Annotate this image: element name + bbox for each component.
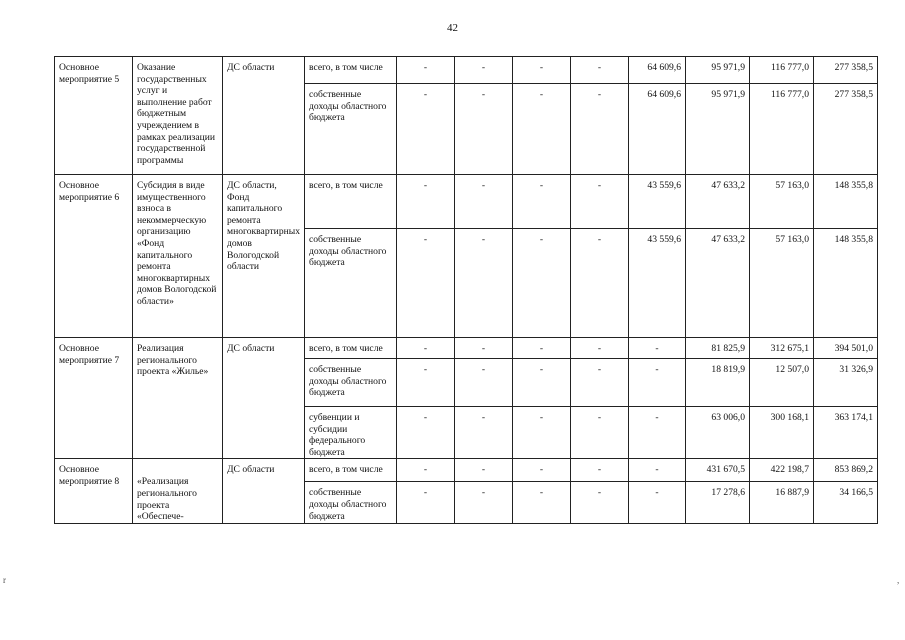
event-description: Оказание государственных услуг и выполнение работ бюджетным учреждением в рамках реализации государственной программы [133, 57, 223, 175]
value-cell: 57 163,0 [750, 229, 814, 338]
row-label: всего, в том числе [305, 57, 397, 84]
value-cell: 394 501,0 [814, 338, 878, 359]
value-cell: - [397, 84, 455, 175]
value-cell: - [629, 338, 686, 359]
value-cell: 95 971,9 [686, 57, 750, 84]
value-cell: - [397, 407, 455, 459]
value-cell: 431 670,5 [686, 459, 750, 482]
row-label: всего, в том числе [305, 459, 397, 482]
value-cell: 47 633,2 [686, 175, 750, 229]
value-cell: 300 168,1 [750, 407, 814, 459]
table-row [55, 175, 878, 229]
row-label: всего, в том числе [305, 175, 397, 229]
value-cell: 363 174,1 [814, 407, 878, 459]
page-number: 42 [447, 22, 458, 34]
value-cell: 17 278,6 [686, 482, 750, 524]
value-cell: - [571, 482, 629, 524]
value-cell: - [571, 459, 629, 482]
table-row [55, 338, 878, 359]
value-cell: 116 777,0 [750, 84, 814, 175]
value-cell: 277 358,5 [814, 57, 878, 84]
event-executor: ДС области [223, 459, 305, 524]
event-description-text: «Реализация регионального проекта «Обеспече- [137, 476, 197, 523]
value-cell: - [455, 459, 513, 482]
value-cell: 148 355,8 [814, 229, 878, 338]
value-cell: 16 887,9 [750, 482, 814, 524]
value-cell: - [397, 459, 455, 482]
value-cell: 18 819,9 [686, 359, 750, 407]
value-cell: - [397, 57, 455, 84]
value-cell: 422 198,7 [750, 459, 814, 482]
event-executor: ДС области [223, 338, 305, 459]
event-name: Основное мероприятие 7 [55, 338, 133, 459]
value-cell: - [513, 57, 571, 84]
row-label: собственные доходы областного бюджета [305, 359, 397, 407]
value-cell: - [513, 407, 571, 459]
value-cell: 312 675,1 [750, 338, 814, 359]
value-cell: 116 777,0 [750, 57, 814, 84]
value-cell: 47 633,2 [686, 229, 750, 338]
value-cell: - [513, 175, 571, 229]
value-cell: 81 825,9 [686, 338, 750, 359]
row-label: собственные доходы областного бюджета [305, 482, 397, 524]
value-cell: - [455, 175, 513, 229]
table-row [55, 459, 878, 482]
value-cell: - [397, 175, 455, 229]
value-cell: - [629, 359, 686, 407]
value-cell: 95 971,9 [686, 84, 750, 175]
budget-table [54, 56, 878, 524]
value-cell: 43 559,6 [629, 175, 686, 229]
right-margin-mark: , [897, 575, 900, 585]
value-cell: - [571, 338, 629, 359]
value-cell: - [455, 84, 513, 175]
value-cell: - [571, 84, 629, 175]
row-label: всего, в том числе [305, 338, 397, 359]
row-label: собственные доходы областного бюджета [305, 229, 397, 338]
event-name: Основное мероприятие 8 [55, 459, 133, 524]
value-cell: - [571, 359, 629, 407]
value-cell: - [455, 407, 513, 459]
value-cell: 57 163,0 [750, 175, 814, 229]
value-cell: 31 326,9 [814, 359, 878, 407]
value-cell: - [513, 338, 571, 359]
value-cell: 64 609,6 [629, 84, 686, 175]
event-executor: ДС области, Фонд капитального ремонта многоквартирных домов Вологодской области [223, 175, 305, 338]
left-margin-mark: r [3, 575, 6, 585]
value-cell: - [397, 338, 455, 359]
value-cell: 34 166,5 [814, 482, 878, 524]
value-cell: 64 609,6 [629, 57, 686, 84]
value-cell: 277 358,5 [814, 84, 878, 175]
event-name: Основное мероприятие 5 [55, 57, 133, 175]
value-cell: 853 869,2 [814, 459, 878, 482]
event-description: Реализация регионального проекта «Жилье» [133, 338, 223, 459]
value-cell: - [455, 229, 513, 338]
value-cell: - [513, 84, 571, 175]
value-cell: - [629, 482, 686, 524]
event-description: Субсидия в виде имущественного взноса в некоммерческую организацию «Фонд капитального ремонта многоквартирных домов Вологодской области» [133, 175, 223, 338]
value-cell: 12 507,0 [750, 359, 814, 407]
value-cell: - [571, 229, 629, 338]
value-cell: - [513, 229, 571, 338]
value-cell: - [513, 482, 571, 524]
event-executor: ДС области [223, 57, 305, 175]
value-cell: - [397, 229, 455, 338]
value-cell: - [571, 57, 629, 84]
event-name: Основное мероприятие 6 [55, 175, 133, 338]
value-cell: - [455, 359, 513, 407]
value-cell: - [455, 338, 513, 359]
table-row [55, 57, 878, 84]
value-cell: - [455, 482, 513, 524]
value-cell: - [629, 459, 686, 482]
event-description [133, 459, 223, 524]
value-cell: - [455, 57, 513, 84]
row-label: субвенции и субсидии федерального бюджета [305, 407, 397, 459]
value-cell: - [571, 407, 629, 459]
value-cell: - [513, 459, 571, 482]
value-cell: - [629, 407, 686, 459]
value-cell: - [397, 482, 455, 524]
value-cell: 63 006,0 [686, 407, 750, 459]
value-cell: 148 355,8 [814, 175, 878, 229]
value-cell: - [571, 175, 629, 229]
row-label: собственные доходы областного бюджета [305, 84, 397, 175]
value-cell: - [397, 359, 455, 407]
value-cell: - [513, 359, 571, 407]
value-cell: 43 559,6 [629, 229, 686, 338]
